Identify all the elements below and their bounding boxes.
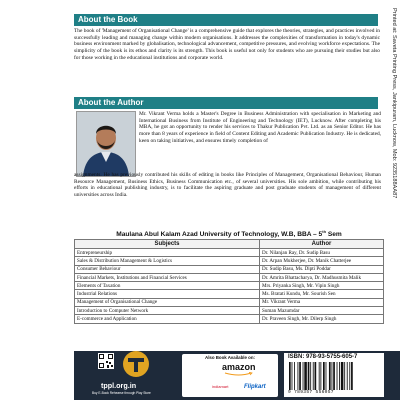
author-cell: Dr. Nilanjan Ray, Dr. Sudip Basu xyxy=(260,249,384,257)
author-cell: Dr. Amrita Bhattacharya, Dr. Madhusmita Malik xyxy=(260,273,384,281)
isbn-number: ISBN: 978-93-5755-605-7 xyxy=(288,354,358,360)
printer-imprint xyxy=(388,8,398,348)
author-cell: Dr. Sudip Basu, Ms. Dipti Poddar xyxy=(260,265,384,273)
subject-cell: Elements of Taxation xyxy=(75,282,260,290)
table-row xyxy=(75,307,384,315)
barcode-digits: 9 789357 556057 xyxy=(288,390,334,395)
subjects-header: Subjects xyxy=(75,240,260,249)
table-row xyxy=(75,257,384,265)
about-author-text-beside-photo: Mr. Vikrant Verma holds a Master's Degree in Business Administration with specialisation in Marketing and International Business from Institute of Engineering and Technology (IET), Lucknow. After completing his MBA, he got an opportunity to render his services to Thakur Publication Pvt. Ltd. as an Senior Editor. He has more than 8 years of experience in field of Content Editing and Academic Publication Industry. He is dedicated, keen on taking initiatives, and ensures timely completion of xyxy=(139,111,381,144)
flipkart-logo[interactable]: Flipkart xyxy=(244,384,266,390)
author-cell: Dr. Arpan Mukherjee, Dr. Manik Chatterjee xyxy=(260,257,384,265)
author-portrait-icon xyxy=(77,112,135,176)
subject-cell: Financial Markets, Institutions and Financial Services xyxy=(75,273,260,281)
table-header-row xyxy=(75,240,384,249)
indiamart-logo[interactable]: indiamart xyxy=(212,384,229,389)
author-header: Author xyxy=(260,240,384,249)
subject-cell: Consumer Behaviour xyxy=(75,265,260,273)
table-row xyxy=(75,298,384,306)
barcode-icon xyxy=(288,362,380,390)
store-availability-box xyxy=(182,354,278,397)
course-title: Maulana Abul Kalam Azad University of Technology, W.B, BBA – 5th Sem xyxy=(116,229,342,239)
about-book-text: The book of 'Management of Organisational Change' is a comprehensive guide that explores the theories, strategies, and practices involved in successfully leading and managing change within modern organisations. It addresses the complexities of transformation in today's dynamic business environment marked by globalisation, technological advancement, competitive pressures, and evolving workforce expectations. The simplicity of the book is its ethos and clarity is its strength. This book is useful not only for students who are pursuing their studies but also for those working in the educational institutions and corporate world. xyxy=(74,28,380,61)
author-cell: Mrs. Priyanka Singh, Mr. Vipin Singh xyxy=(260,282,384,290)
table-row xyxy=(75,315,384,323)
qr-caption: Buy E-Book Rehearse through Play Store xyxy=(92,391,151,395)
amazon-smile-icon xyxy=(224,372,254,376)
subjects-table-body xyxy=(75,249,384,324)
printer-imprint-text: Printed at: Saveta Printing Press, Jankipuram, Lucknow, Mob: 9235188AA87 xyxy=(391,8,397,199)
also-available-label: Also Book Available on: xyxy=(205,355,255,360)
table-row xyxy=(75,249,384,257)
table-row xyxy=(75,273,384,281)
about-book-heading: About the Book xyxy=(74,14,378,26)
author-photo xyxy=(76,111,136,177)
publisher-website[interactable]: tppl.org.in xyxy=(101,381,137,390)
subject-cell: E-commerce and Application xyxy=(75,315,260,323)
subject-cell: Sales & Distribution Management & Logistics xyxy=(75,257,260,265)
about-author-text: assignments. He has previously contributed his skills of editing in books like Principles of Management, Organisational Behaviour, Human Resource Management, Business Ethics, Business Communication etc., of several universities. His sole ambition, while contributing his efforts in educational publishing industry, is to facilitate the aspiring graduate and post graduate students of management of different universities across India. xyxy=(74,172,381,199)
author-cell: Mr. Vikrant Verma xyxy=(260,298,384,306)
subject-cell: Management of Organisational Change xyxy=(75,298,260,306)
amazon-logo[interactable]: amazon xyxy=(222,362,256,372)
about-author-heading: About the Author xyxy=(74,97,378,109)
author-cell: Ms. Bratati Kundu, Mr. Sourish Sen xyxy=(260,290,384,298)
subject-cell: Entrepreneurship xyxy=(75,249,260,257)
subject-cell: Industrial Relations xyxy=(75,290,260,298)
isbn-barcode-box xyxy=(284,353,384,397)
author-cell: Suman Mazumdar xyxy=(260,307,384,315)
subject-cell: Introduction to Computer Network xyxy=(75,307,260,315)
publisher-logo-icon xyxy=(120,349,152,383)
subjects-table xyxy=(74,239,384,324)
table-row xyxy=(75,290,384,298)
author-cell: Dr. Praveen Singh, Mr. Dilerp Singh xyxy=(260,315,384,323)
qr-code-icon xyxy=(98,353,114,369)
table-row xyxy=(75,282,384,290)
table-row xyxy=(75,265,384,273)
